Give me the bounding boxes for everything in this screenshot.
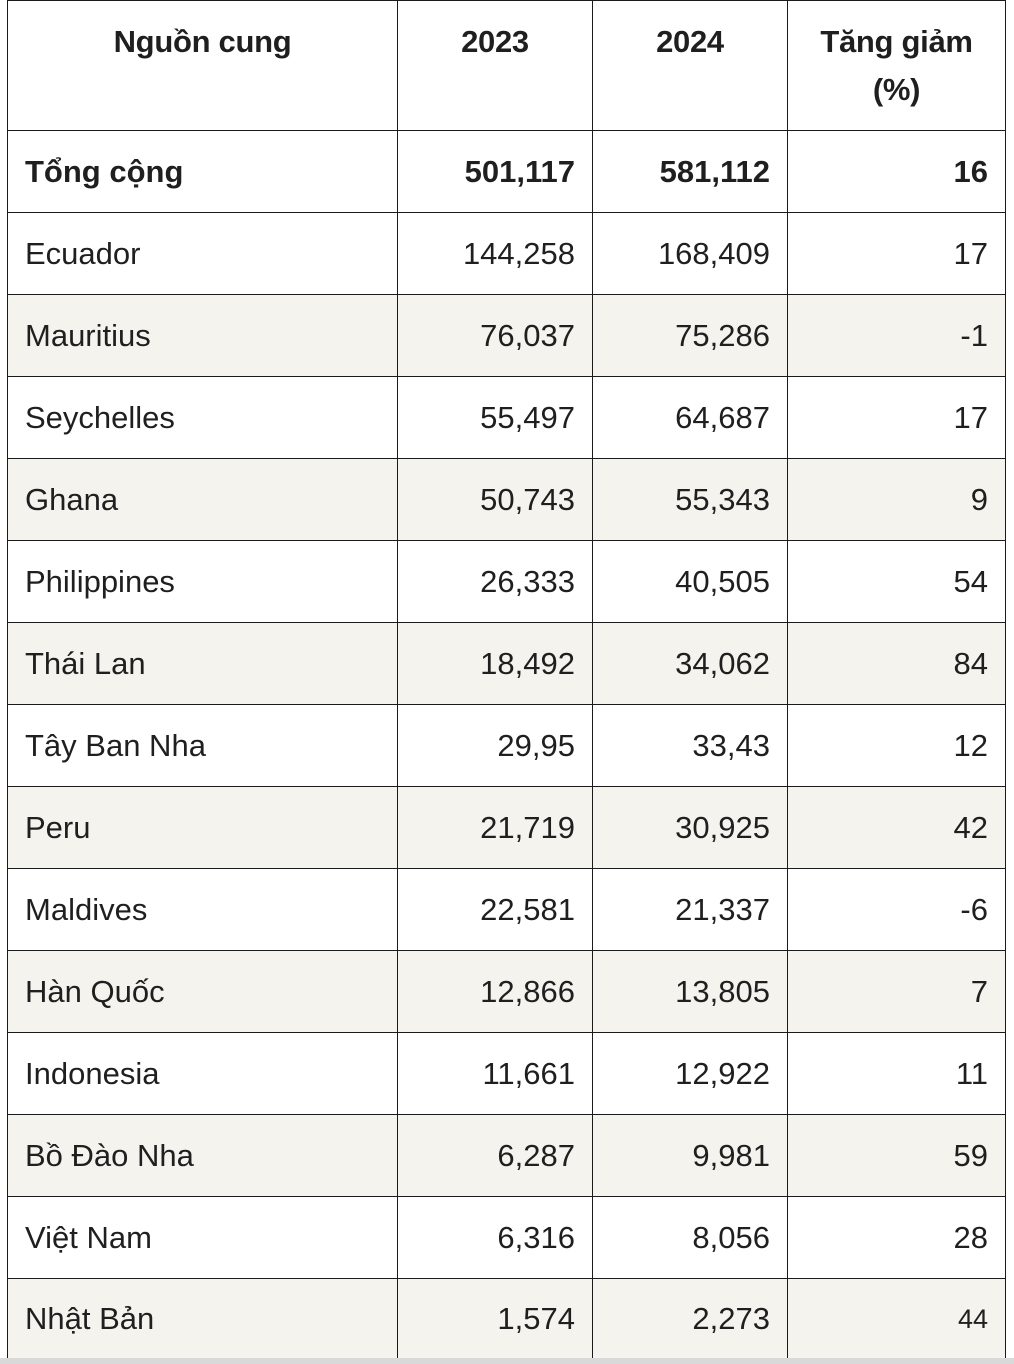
table-row [8,295,1006,377]
row-2024: 33,43 [593,705,788,787]
row-change: -6 [788,869,1006,951]
row-2024: 64,687 [593,377,788,459]
row-2023: 55,497 [398,377,593,459]
row-change: 59 [788,1115,1006,1197]
row-source: Seychelles [8,377,398,459]
row-source: Philippines [8,541,398,623]
supply-table-container [7,0,1005,1359]
row-2023: 1,574 [398,1279,593,1359]
row-source: Nhật Bản [8,1279,398,1359]
row-2023: 21,719 [398,787,593,869]
total-2024: 581,112 [593,131,788,213]
table-row [8,541,1006,623]
row-source: Thái Lan [8,623,398,705]
table-row [8,377,1006,459]
row-source: Tây Ban Nha [8,705,398,787]
header-row [8,1,1006,131]
row-2023: 76,037 [398,295,593,377]
row-change: 7 [788,951,1006,1033]
row-2023: 12,866 [398,951,593,1033]
row-2023: 26,333 [398,541,593,623]
row-2024: 9,981 [593,1115,788,1197]
row-2023: 11,661 [398,1033,593,1115]
table-row [8,951,1006,1033]
row-source: Ecuador [8,213,398,295]
table-row [8,213,1006,295]
table-row [8,787,1006,869]
row-source: Bồ Đào Nha [8,1115,398,1197]
row-source: Hàn Quốc [8,951,398,1033]
row-source: Peru [8,787,398,869]
table-row [8,1197,1006,1279]
row-source: Indonesia [8,1033,398,1115]
row-2024: 12,922 [593,1033,788,1115]
row-source: Mauritius [8,295,398,377]
row-2024: 34,062 [593,623,788,705]
header-change: Tăng giảm (%) [788,1,1006,131]
row-2023: 50,743 [398,459,593,541]
row-source: Việt Nam [8,1197,398,1279]
table-row [8,705,1006,787]
row-change: 42 [788,787,1006,869]
header-2024: 2024 [593,1,788,131]
total-change: 16 [788,131,1006,213]
row-change: 12 [788,705,1006,787]
row-source: Maldives [8,869,398,951]
row-2024: 13,805 [593,951,788,1033]
bottom-edge-strip [0,1358,1014,1364]
table-row [8,1279,1006,1359]
total-row [8,131,1006,213]
row-change: 84 [788,623,1006,705]
row-2023: 18,492 [398,623,593,705]
row-change: 17 [788,377,1006,459]
row-change: 44 [788,1279,1006,1359]
row-2024: 40,505 [593,541,788,623]
row-2024: 21,337 [593,869,788,951]
row-2023: 144,258 [398,213,593,295]
row-2024: 8,056 [593,1197,788,1279]
row-2023: 22,581 [398,869,593,951]
row-2024: 30,925 [593,787,788,869]
table-row [8,1115,1006,1197]
row-change: 54 [788,541,1006,623]
row-2024: 2,273 [593,1279,788,1359]
row-change: 17 [788,213,1006,295]
row-2023: 6,287 [398,1115,593,1197]
row-change: -1 [788,295,1006,377]
row-2023: 29,95 [398,705,593,787]
header-source: Nguồn cung [8,1,398,131]
table-row [8,869,1006,951]
table-row [8,459,1006,541]
row-source: Ghana [8,459,398,541]
total-label: Tổng cộng [8,131,398,213]
table-row [8,1033,1006,1115]
row-2023: 6,316 [398,1197,593,1279]
table-body [8,131,1006,1359]
row-2024: 168,409 [593,213,788,295]
table-header [8,1,1006,131]
row-change: 28 [788,1197,1006,1279]
row-2024: 75,286 [593,295,788,377]
row-2024: 55,343 [593,459,788,541]
total-2023: 501,117 [398,131,593,213]
header-2023: 2023 [398,1,593,131]
row-change: 9 [788,459,1006,541]
supply-table [7,0,1006,1359]
table-row [8,623,1006,705]
row-change: 11 [788,1033,1006,1115]
